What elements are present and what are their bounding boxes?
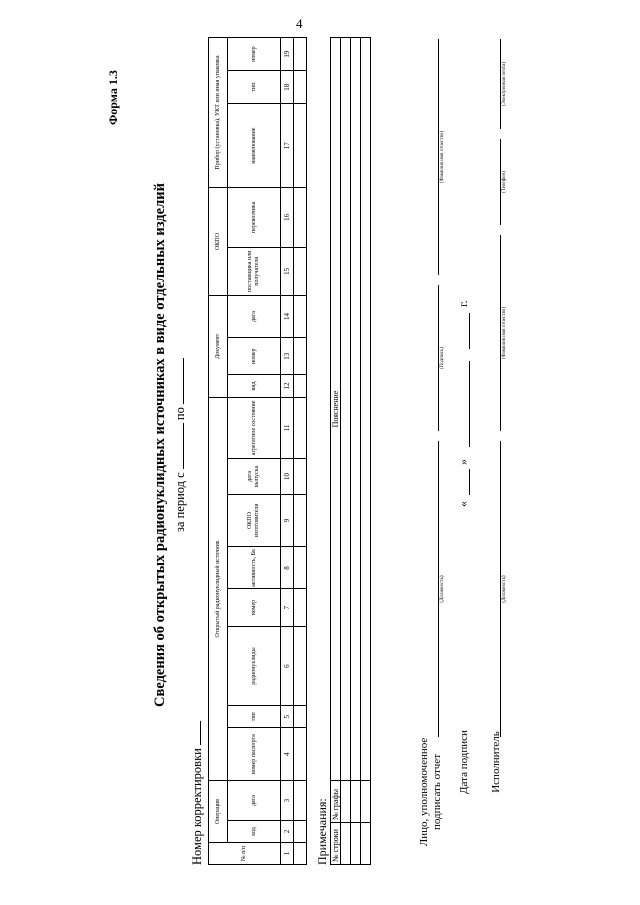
col-date-header: дата: [228, 781, 281, 821]
correction-number: [189, 721, 205, 865]
date-month-field[interactable]: [469, 361, 470, 447]
sources-table: [208, 37, 307, 865]
period-line: [172, 65, 188, 825]
empty-cell[interactable]: [294, 781, 307, 821]
col-number-cell: 15: [281, 247, 294, 296]
empty-cell[interactable]: [294, 820, 307, 842]
empty-cell[interactable]: [294, 71, 307, 104]
form-label: Форма 1.3: [106, 70, 120, 125]
col-number-cell: 16: [281, 188, 294, 248]
col-type-header: тип: [228, 706, 281, 728]
period-to-field[interactable]: [172, 358, 184, 404]
empty-cell[interactable]: [351, 38, 361, 781]
authorized-fio-field[interactable]: [438, 39, 439, 275]
group-source-header: Открытый радионуклидный источник: [209, 397, 228, 781]
group-operation-header: Операция: [209, 781, 228, 843]
col-number-cell: 6: [281, 626, 294, 705]
empty-cell[interactable]: [294, 459, 307, 494]
table-row: [341, 38, 351, 865]
col-carrier-header: перевозчика: [228, 188, 281, 248]
date-close-quote: »: [456, 459, 470, 465]
col-passport-header: номер паспорта: [228, 728, 281, 781]
col-number-cell: 5: [281, 706, 294, 728]
col-release-date-header: дата выпуска: [228, 459, 281, 494]
col-number-cell: 13: [281, 338, 294, 375]
notes-col-column-header: № графы: [331, 781, 341, 823]
col-number-cell: 2: [281, 820, 294, 842]
col-doc-number-header: номер: [228, 338, 281, 375]
executor-email-caption: (Электронная почта): [502, 61, 507, 107]
authorized-signature-caption: (Подпись): [440, 347, 445, 369]
table-row: [361, 38, 371, 865]
col-number-cell: 4: [281, 728, 294, 781]
col-activity-header: активность, Бк: [228, 547, 281, 589]
correction-number-field[interactable]: [189, 721, 201, 745]
col-number-cell: 7: [281, 589, 294, 626]
col-number-cell: 18: [281, 71, 294, 104]
executor-phone-caption: (Телефон): [502, 171, 507, 193]
empty-cell[interactable]: [341, 38, 351, 781]
col-okpo-maker-header: ОКПО изготовителя: [228, 494, 281, 547]
empty-cell[interactable]: [294, 247, 307, 296]
notes-title: Примечания:: [315, 798, 329, 865]
year-suffix: г.: [456, 300, 470, 307]
col-number-cell: 17: [281, 104, 294, 188]
col-dev-name-header: наименование: [228, 104, 281, 188]
col-kind-header: вид: [228, 375, 281, 397]
col-number-cell: 9: [281, 494, 294, 547]
notes-table: [330, 37, 371, 865]
authorized-position-field[interactable]: [438, 441, 439, 737]
empty-cell[interactable]: [294, 104, 307, 188]
col-number-cell: 8: [281, 547, 294, 589]
empty-cell[interactable]: [294, 296, 307, 338]
group-device-header: Прибор (установка), УКТ или иная упаковка: [209, 38, 228, 188]
authorized-signature-field[interactable]: [438, 285, 439, 431]
empty-cell[interactable]: [294, 626, 307, 705]
group-okpo-header: ОКПО: [209, 188, 228, 296]
executor-fio-field[interactable]: [500, 235, 501, 431]
date-day-field[interactable]: [469, 469, 470, 495]
executor-label: Исполнитель: [490, 731, 502, 793]
empty-cell[interactable]: [294, 375, 307, 397]
correction-label: Номер корректировки: [190, 748, 204, 865]
col-radionuclides-header: радионуклиды: [228, 626, 281, 705]
col-doc-date-header: дата: [228, 296, 281, 338]
date-label: Дата подписи: [458, 730, 470, 794]
empty-cell[interactable]: [361, 38, 371, 781]
executor-position-caption: (Должность): [502, 575, 507, 603]
col-number-cell: 14: [281, 296, 294, 338]
page-number: 4: [296, 16, 303, 31]
col-no-header: № п/п: [209, 842, 281, 864]
empty-cell[interactable]: [294, 589, 307, 626]
empty-cell[interactable]: [361, 823, 371, 865]
empty-cell[interactable]: [351, 823, 361, 865]
col-dev-type-header: тип: [228, 71, 281, 104]
empty-cell[interactable]: [294, 338, 307, 375]
empty-cell[interactable]: [294, 547, 307, 589]
col-number-header: номер: [228, 589, 281, 626]
date-year-field[interactable]: [469, 313, 470, 349]
empty-cell[interactable]: [294, 728, 307, 781]
empty-cell[interactable]: [341, 823, 351, 865]
col-number-cell: 12: [281, 375, 294, 397]
col-number-cell: 10: [281, 459, 294, 494]
authorized-fio-caption: (Фамилия имя отчество): [440, 130, 445, 184]
table-row: [351, 38, 361, 865]
notes-col-explanation-header: Пояснение: [331, 38, 341, 781]
authorized-position-caption: (Должность): [440, 575, 445, 603]
executor-position-field[interactable]: [500, 441, 501, 737]
col-code-header: код: [228, 820, 281, 842]
col-number-cell: 1: [281, 842, 294, 864]
executor-email-field[interactable]: [500, 39, 501, 129]
table-row: [294, 38, 307, 865]
empty-cell[interactable]: [294, 38, 307, 71]
col-number-cell: 11: [281, 397, 294, 459]
empty-cell[interactable]: [361, 781, 371, 823]
col-dev-number-header: номер: [228, 38, 281, 71]
empty-cell[interactable]: [294, 706, 307, 728]
col-number-cell: 3: [281, 781, 294, 821]
period-from-field[interactable]: [172, 423, 184, 469]
executor-phone-field[interactable]: [500, 139, 501, 225]
col-supplier-header: поставщика или получателя: [228, 247, 281, 296]
empty-cell[interactable]: [294, 494, 307, 547]
empty-cell[interactable]: [294, 397, 307, 459]
empty-cell[interactable]: [341, 781, 351, 823]
form-title: Сведения об открытых радионуклидных источниках в виде отдельных изделий: [152, 183, 168, 707]
period-middle: по: [173, 407, 187, 421]
notes-col-row-header: № строки: [331, 823, 341, 865]
date-open-quote: «: [456, 501, 470, 507]
period-prefix: за период с: [173, 472, 187, 533]
empty-cell[interactable]: [351, 781, 361, 823]
empty-cell[interactable]: [294, 188, 307, 248]
col-number-cell: 19: [281, 38, 294, 71]
empty-cell[interactable]: [294, 842, 307, 864]
col-aggregate-header: агрегатное состояние: [228, 397, 281, 459]
executor-fio-caption: (Фамилия имя отчество): [502, 306, 507, 360]
group-document-header: Документ: [209, 296, 228, 397]
authorized-label: Лицо, уполномоченное подписать отчет: [418, 737, 444, 847]
